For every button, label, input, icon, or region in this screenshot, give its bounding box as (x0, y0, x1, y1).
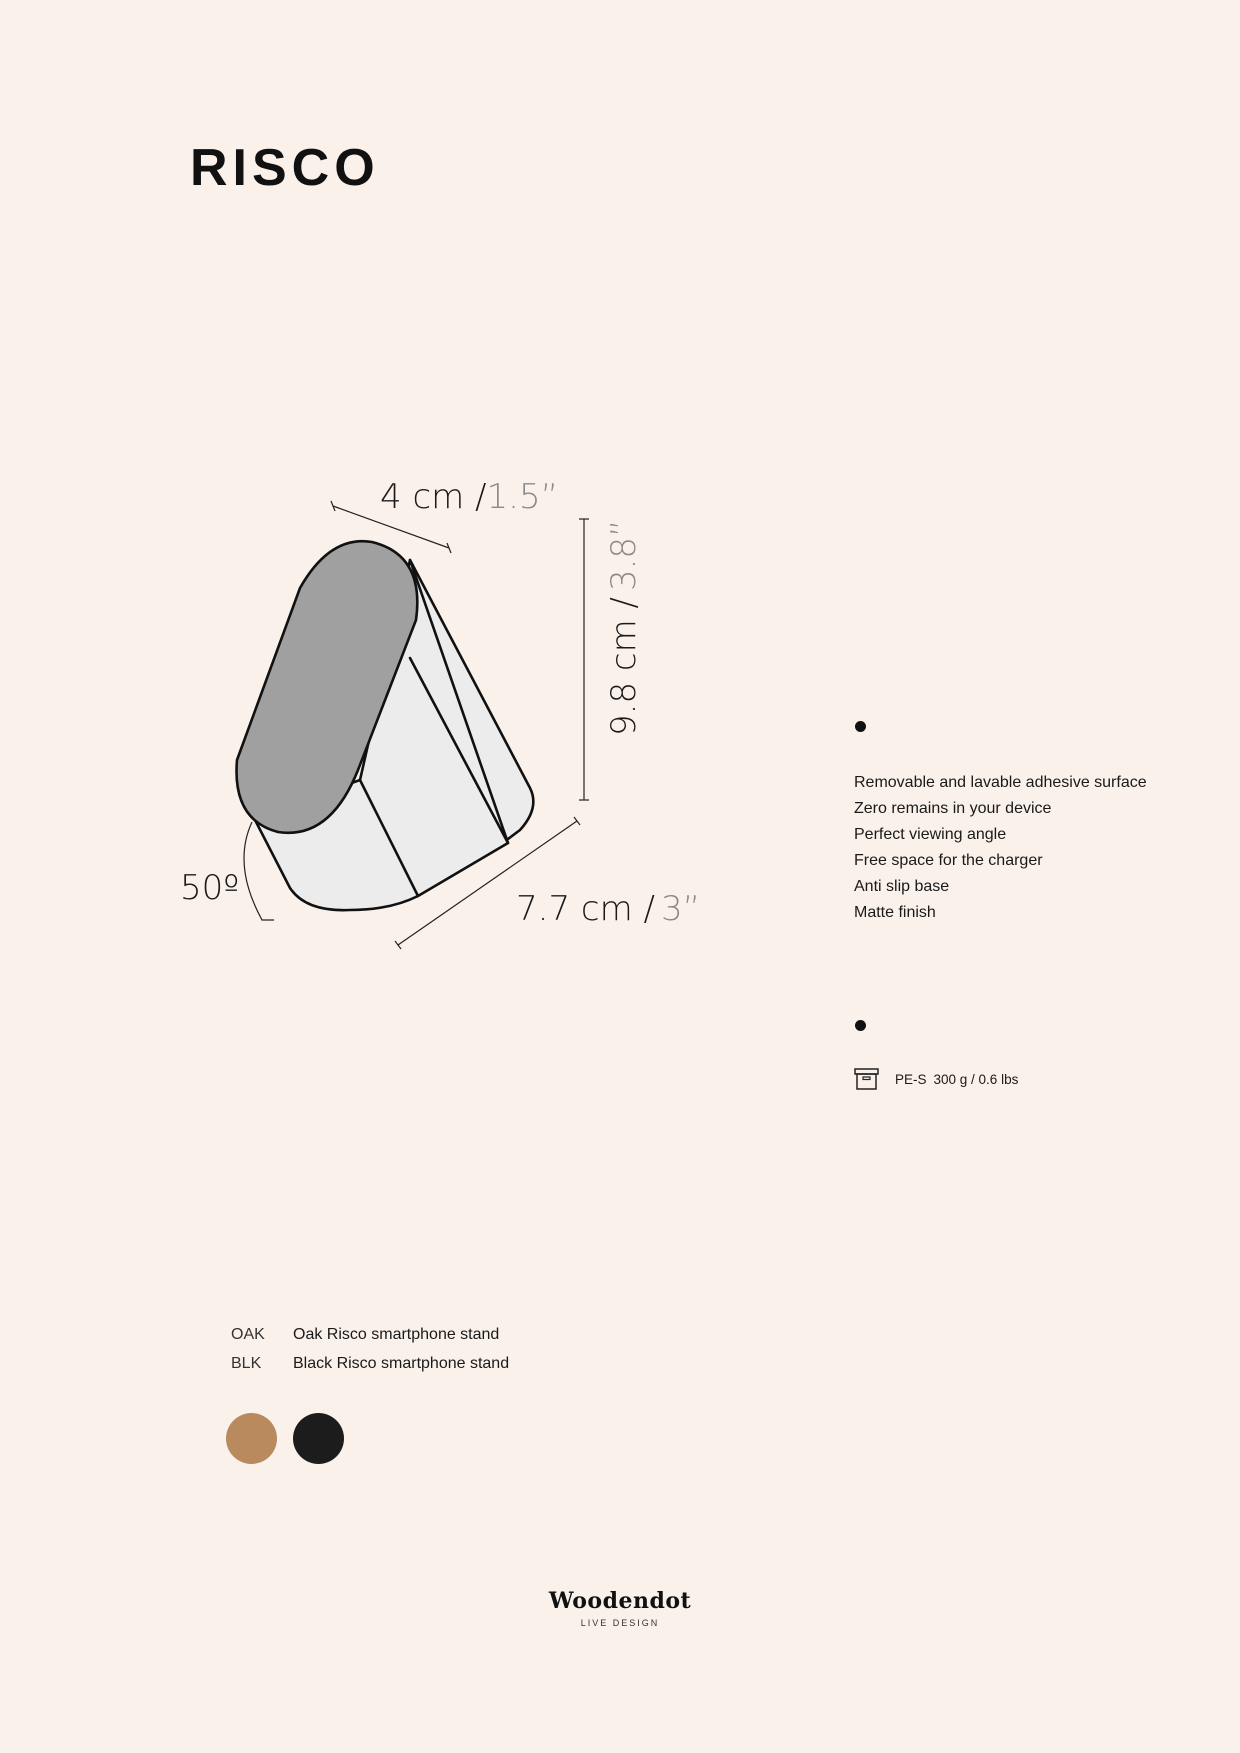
height-imperial-label: 3.8” (604, 519, 644, 592)
brand-logo (0, 1588, 1240, 1628)
width-metric-label: 4 cm / (380, 477, 487, 517)
feature-item: Zero remains in your device (854, 800, 1052, 817)
packaging-bullet (855, 1020, 866, 1031)
svg-text:4 cm /1.5” (380, 477, 558, 517)
width-imperial-label: 1.5” (486, 477, 559, 517)
depth-imperial-label: 3” (660, 889, 701, 929)
depth-metric-label: 7.7 cm / (516, 889, 655, 929)
variant-row-oak (231, 1320, 509, 1349)
color-swatches (226, 1413, 360, 1464)
box-icon (854, 1068, 879, 1090)
packaging-info (854, 1068, 1025, 1090)
feature-item: Perfect viewing angle (854, 826, 1007, 843)
brand-tagline: LIVE DESIGN (580, 1618, 660, 1628)
height-metric-label: 9.8 cm / (604, 597, 644, 736)
feature-item: Removable and lavable adhesive surface (854, 774, 1147, 791)
variant-name: Black Risco smartphone stand (293, 1355, 510, 1372)
variant-name: Oak Risco smartphone stand (293, 1326, 500, 1343)
variant-row-blk (231, 1349, 509, 1378)
feature-item: Anti slip base (854, 878, 950, 895)
packaging-weight: 300 g / 0.6 lbs (933, 1071, 1019, 1087)
packaging-code: PE-S (895, 1071, 927, 1087)
feature-item: Matte finish (854, 904, 936, 921)
swatch-oak (226, 1413, 277, 1464)
svg-text:9.8 cm /3.8” (604, 519, 644, 736)
features-bullet (855, 721, 866, 732)
brand-name: Woodendot (548, 1588, 692, 1614)
feature-item: Free space for the charger (854, 852, 1043, 869)
features-list (854, 770, 1147, 926)
angle-label: 50º (180, 868, 240, 908)
variants-list (231, 1320, 509, 1378)
svg-text:7.7 cm /3” (516, 889, 700, 929)
variant-code: BLK (231, 1355, 262, 1372)
swatch-black (293, 1413, 344, 1464)
page-title: RISCO (190, 139, 380, 197)
variant-code: OAK (231, 1326, 265, 1343)
